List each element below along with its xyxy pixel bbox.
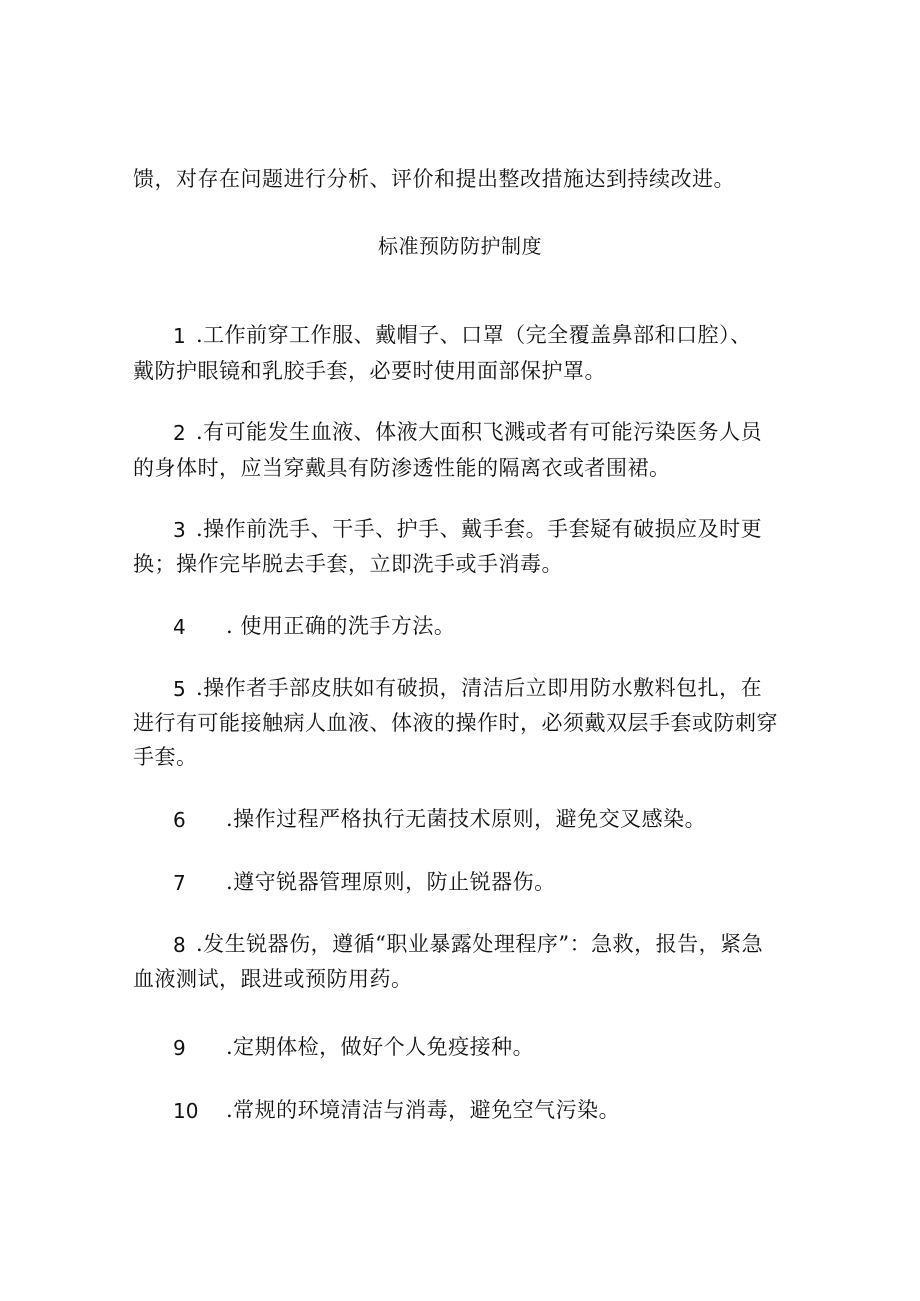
item-number: 10 [173,1099,199,1123]
item-text-line: 血液测试，跟进或预防用药。 [133,967,413,991]
item-number: 3 [173,518,186,542]
item-number: 9 [173,1036,186,1060]
item-number: 5 [173,677,186,701]
intro-line: 馈，对存在问题进行分析、评价和提出整改措施达到持续改进。 [133,167,735,191]
item-text-line: 换；操作完毕脱去手套，立即洗手或手消毒。 [133,552,563,576]
item-text-line: 戴防护眼镜和乳胶手套，必要时使用面部保护罩。 [133,359,606,383]
item-text-line: .操作者手部皮肤如有破损，清洁后立即用防水敷料包扎，在 [196,676,763,700]
item-text-line: 手套。 [133,745,198,769]
page-title: 标准预防防护制度 [378,234,542,258]
item-text-line: .定期体检，做好个人免疫接种。 [226,1035,535,1059]
item-number: 7 [173,871,186,895]
item-text-line: .操作前洗手、干手、护手、戴手套。手套疑有破损应及时更 [196,517,763,541]
item-text-line: .操作过程严格执行无菌技术原则，避免交叉感染。 [226,807,707,831]
item-text-line: 的身体时，应当穿戴具有防渗透性能的隔离衣或者围裙。 [133,456,671,480]
item-number: 4 [173,615,186,639]
item-text-line: .工作前穿工作服、戴帽子、口罩（完全覆盖鼻部和口腔）、 [196,323,752,347]
item-text-line: .有可能发生血液、体液大面积飞溅或者有可能污染医务人员 [196,420,763,444]
item-text-line: .遵守锐器管理原则，防止锐器伤。 [226,870,556,894]
item-number: 1 [173,324,186,348]
item-text-line: . 使用正确的洗手方法。 [226,614,456,638]
item-number: 6 [173,808,186,832]
item-text-line: .常规的环境清洁与消毒，避免空气污染。 [226,1098,621,1122]
item-number: 2 [173,421,186,445]
item-text-line: 进行有可能接触病人血液、体液的操作时，必须戴双层手套或防刺穿 [133,711,778,735]
item-text-line: .发生锐器伤，遵循“职业暴露处理程序”：急救，报告，紧急 [196,932,764,956]
item-number: 8 [173,933,186,957]
